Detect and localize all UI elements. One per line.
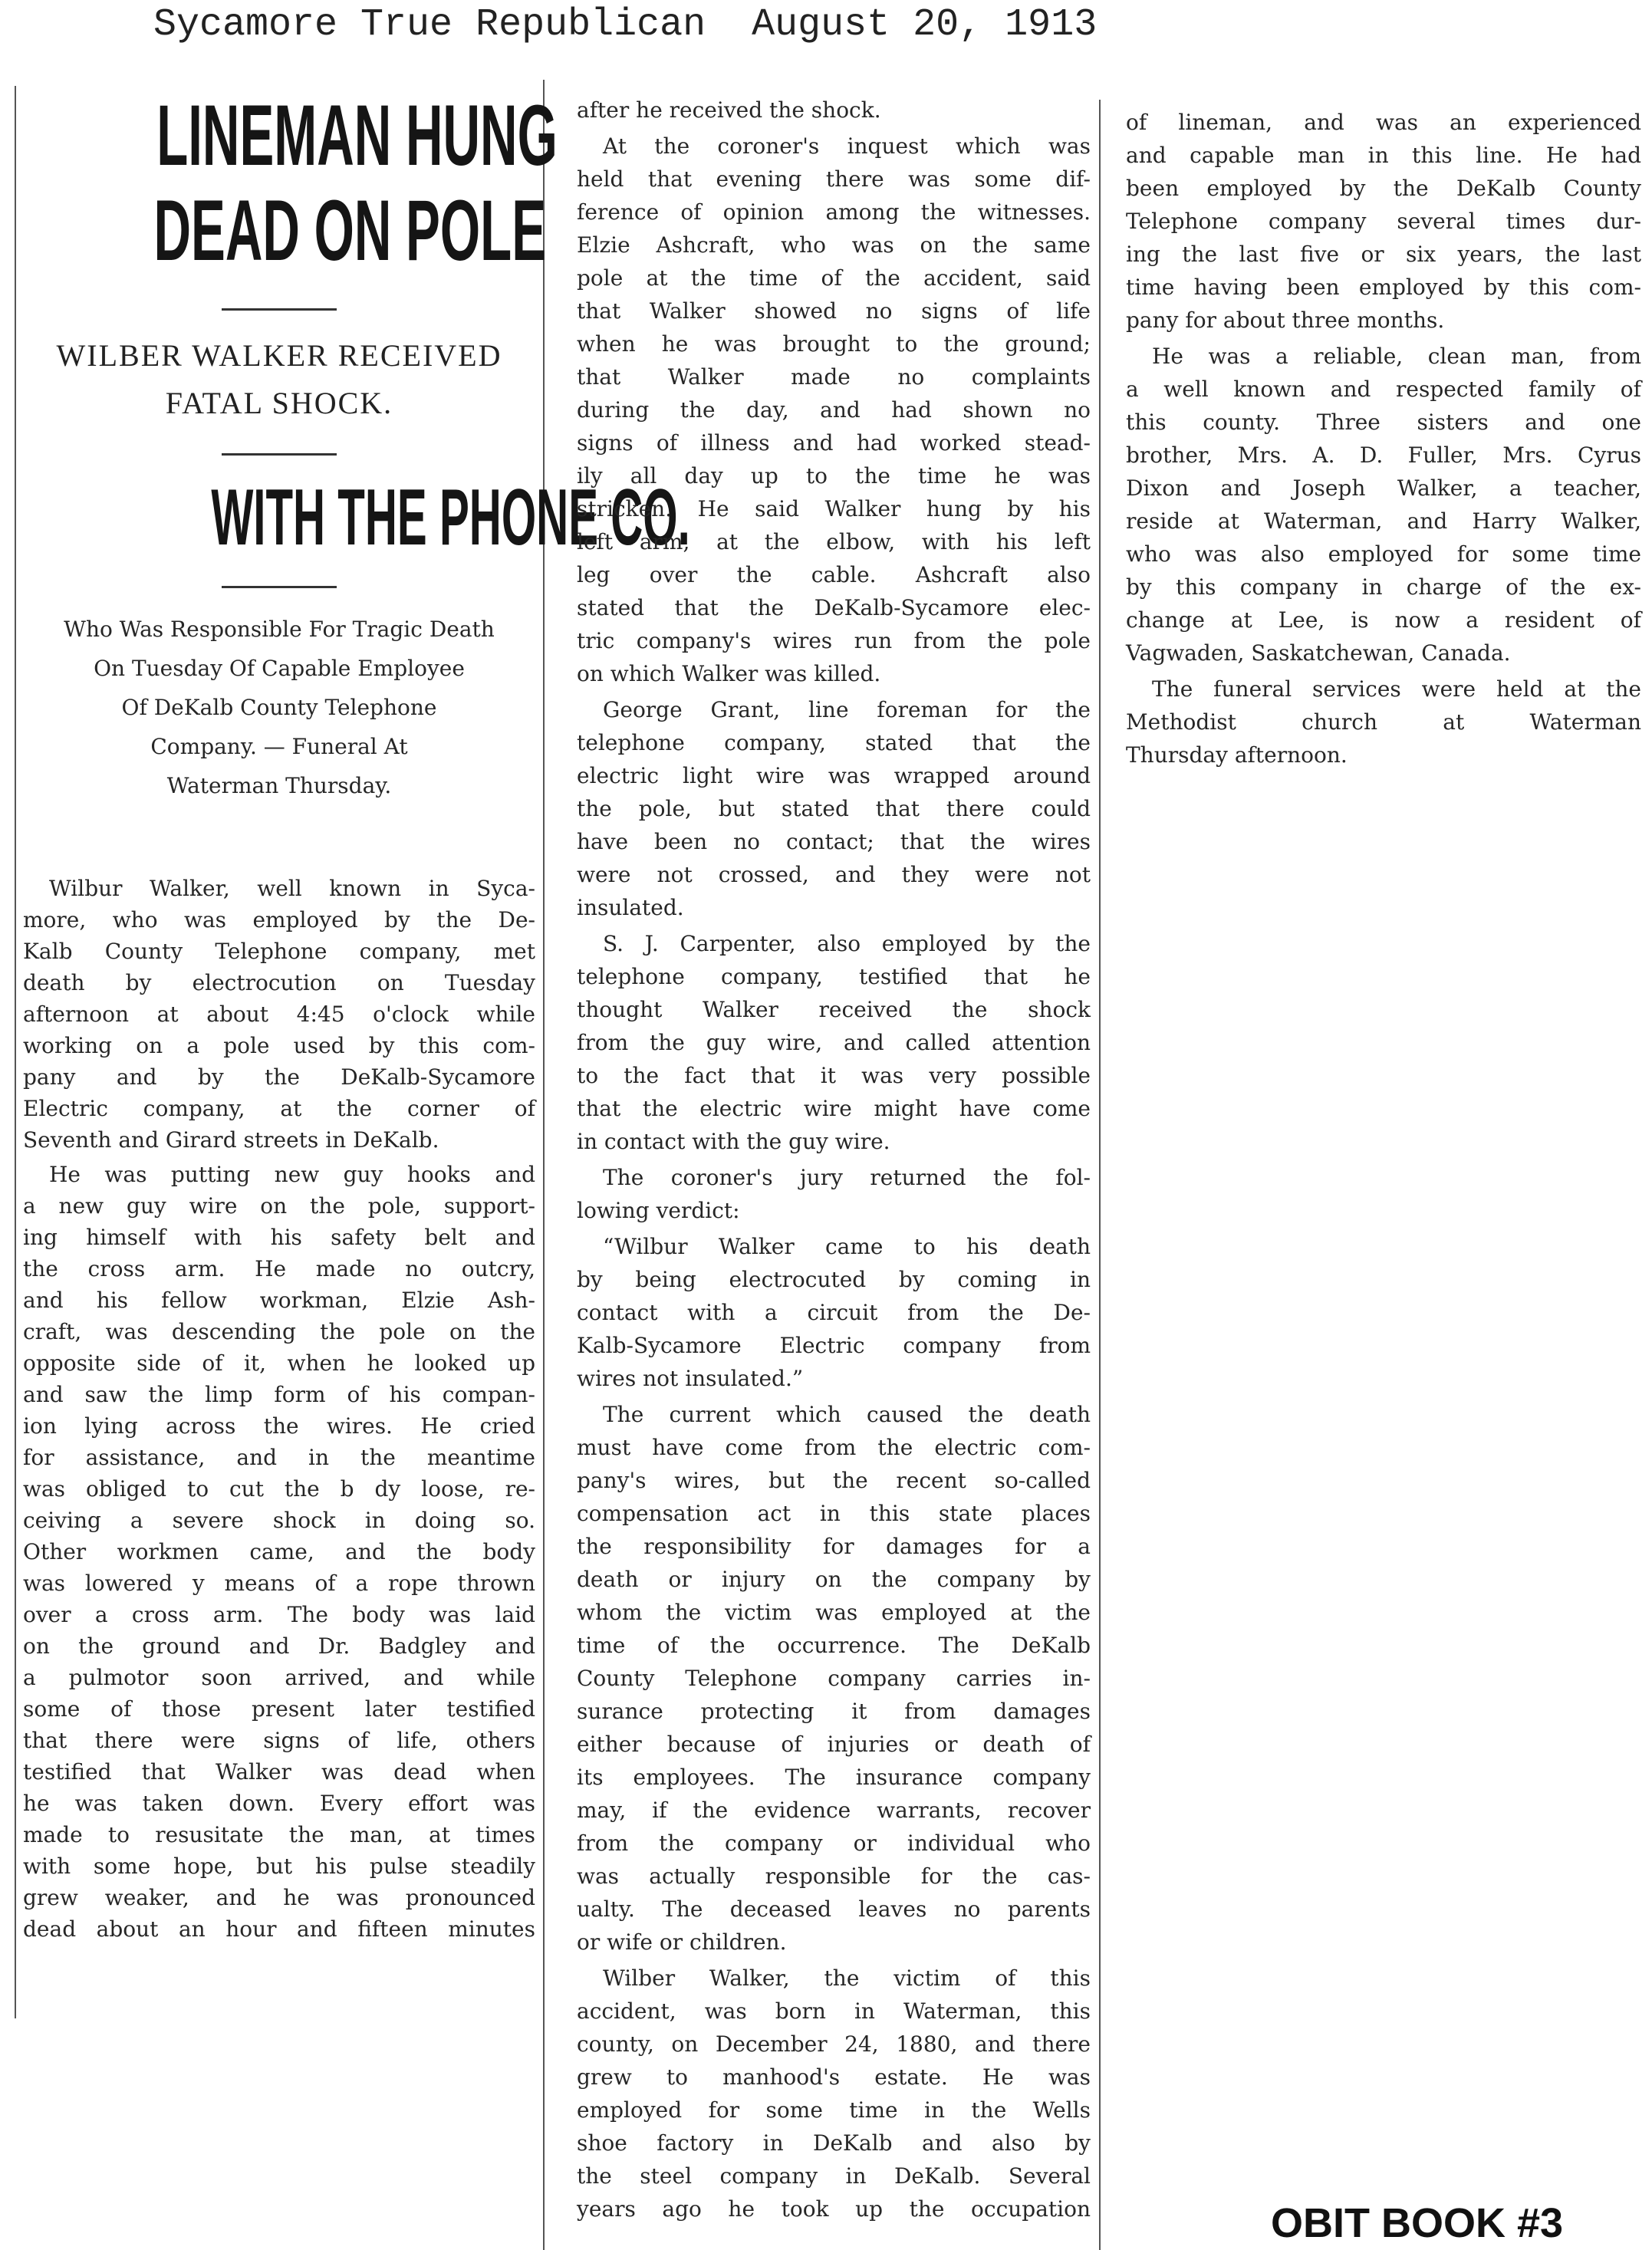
text-line: of lineman, and was an experienced bbox=[1126, 110, 1641, 135]
text-line: At the coroner's inquest which was bbox=[603, 133, 1091, 159]
text-line: either because of injuries or death of bbox=[577, 1732, 1091, 1757]
deck-line: Company. — Funeral At bbox=[150, 734, 408, 759]
obit-book-annotation: OBIT BOOK #3 bbox=[1271, 2200, 1564, 2246]
text-line: grew weaker, and he was pronounced bbox=[23, 1885, 535, 1910]
paragraph bbox=[1126, 106, 1641, 337]
text-line: from the company or individual who bbox=[577, 1831, 1091, 1856]
text-line: He was putting new guy hooks and bbox=[49, 1162, 535, 1187]
text-line: Vagwaden, Saskatchewan, Canada. bbox=[1126, 640, 1511, 666]
text-line: dead about an hour and fifteen minutes bbox=[23, 1916, 535, 1942]
text-line: Thursday afternoon. bbox=[1126, 742, 1348, 768]
text-line: thought Walker received the shock bbox=[577, 997, 1091, 1022]
subheadline-line-1: WILBER WALKER RECEIVED bbox=[56, 338, 502, 373]
text-line: that Walker made no complaints bbox=[577, 364, 1091, 390]
text-line: surance protecting it from damages bbox=[577, 1699, 1091, 1724]
paragraph bbox=[577, 1230, 1091, 1395]
text-line: ualty. The deceased leaves no parents bbox=[577, 1896, 1091, 1922]
rule bbox=[222, 586, 337, 588]
text-line: more, who was employed by the De- bbox=[23, 907, 535, 933]
text-line: tric company's wires run from the pole bbox=[577, 628, 1091, 653]
text-line: that Walker showed no signs of life bbox=[577, 298, 1091, 324]
text-line: who was also employed for some time bbox=[1126, 541, 1641, 567]
text-line: a new guy wire on the pole, support- bbox=[23, 1193, 535, 1219]
text-line: pany for about three months. bbox=[1126, 308, 1445, 333]
article-body bbox=[23, 873, 535, 1945]
text-line: a well known and respected family of bbox=[1126, 377, 1641, 402]
text-line: years ago he took up the occupation bbox=[577, 2196, 1091, 2222]
text-line: on which Walker was killed. bbox=[577, 661, 881, 686]
text-line: in contact with the guy wire. bbox=[577, 1129, 890, 1154]
text-line: must have come from the electric com- bbox=[577, 1435, 1091, 1460]
column-divider-1 bbox=[543, 80, 545, 2250]
text-line: was lowered y means of a rope thrown bbox=[23, 1571, 535, 1596]
text-line: The coroner's jury returned the fol- bbox=[603, 1165, 1091, 1190]
text-line: Kalb-Sycamore Electric company from bbox=[577, 1333, 1091, 1358]
subheadline-line-2: FATAL SHOCK. bbox=[165, 386, 393, 420]
text-line: by this company in charge of the ex- bbox=[1126, 574, 1641, 600]
paragraph bbox=[577, 94, 1091, 127]
text-line: George Grant, line foreman for the bbox=[603, 697, 1091, 722]
text-line: were not crossed, and they were not bbox=[577, 862, 1091, 887]
article-column-3 bbox=[1126, 106, 1641, 775]
text-line: time having been employed by this com- bbox=[1126, 275, 1641, 300]
paragraph bbox=[577, 927, 1091, 1158]
text-line: ing the last five or six years, the last bbox=[1126, 242, 1641, 267]
headline-line-2 bbox=[23, 183, 547, 278]
text-line: when he was brought to the ground; bbox=[577, 331, 1091, 357]
headline-text: DEAD ON POLE bbox=[153, 183, 547, 278]
text-line: Elzie Ashcraft, who was on the same bbox=[577, 232, 1091, 258]
text-line: pany and by the DeKalb-Sycamore bbox=[23, 1064, 535, 1090]
text-line: S. J. Carpenter, also employed by the bbox=[603, 931, 1091, 956]
text-line: pany's wires, but the recent so-called bbox=[577, 1468, 1091, 1493]
text-line: made to resusitate the man, at times bbox=[23, 1822, 535, 1847]
rule bbox=[222, 453, 337, 456]
text-line: “Wilbur Walker came to his death bbox=[603, 1234, 1091, 1259]
text-line: ceiving a severe shock in doing so. bbox=[23, 1508, 535, 1533]
text-line: signs of illness and had worked stead- bbox=[577, 430, 1091, 456]
text-line: from the guy wire, and called attention bbox=[577, 1030, 1091, 1055]
text-line: or wife or children. bbox=[577, 1929, 787, 1955]
masthead: Sycamore True Republican August 20, 1913 bbox=[153, 3, 1097, 47]
text-line: lowing verdict: bbox=[577, 1198, 740, 1223]
text-line: ion lying across the wires. He cried bbox=[23, 1413, 535, 1439]
text-line: death by electrocution on Tuesday bbox=[23, 970, 535, 995]
rule bbox=[222, 308, 337, 311]
text-line: a pulmotor soon arrived, and while bbox=[23, 1665, 535, 1690]
headline-text: LINEMAN HUNG bbox=[156, 87, 558, 183]
text-line: reside at Waterman, and Harry Walker, bbox=[1126, 508, 1641, 534]
text-line: Kalb County Telephone company, met bbox=[23, 939, 535, 964]
text-line: contact with a circuit from the De- bbox=[577, 1300, 1091, 1325]
text-line: its employees. The insurance company bbox=[577, 1765, 1091, 1790]
text-line: Telephone company several times dur- bbox=[1126, 209, 1641, 234]
text-line: pole at the time of the accident, said bbox=[577, 265, 1091, 291]
text-line: The current which caused the death bbox=[603, 1402, 1091, 1427]
text-line: telephone company, testified that he bbox=[577, 964, 1091, 989]
text-line: for assistance, and in the meantime bbox=[23, 1445, 535, 1470]
text-line: some of those present later testified bbox=[23, 1696, 535, 1722]
headline-line-1 bbox=[23, 87, 558, 183]
text-line: by being electrocuted by coming in bbox=[577, 1267, 1091, 1292]
text-line: Seventh and Girard streets in DeKalb. bbox=[23, 1127, 439, 1153]
text-line: change at Lee, is now a resident of bbox=[1126, 607, 1641, 633]
text-line: grew to manhood's estate. He was bbox=[577, 2064, 1091, 2090]
text-line: time of the occurrence. The DeKalb bbox=[577, 1633, 1091, 1658]
text-line: held that evening there was some dif- bbox=[577, 166, 1091, 192]
text-line: the steel company in DeKalb. Several bbox=[577, 2163, 1091, 2189]
text-line: he was taken down. Every effort was bbox=[23, 1791, 535, 1816]
text-line: shoe factory in DeKalb and also by bbox=[577, 2130, 1091, 2156]
paragraph bbox=[1126, 673, 1641, 771]
text-line: ing himself with his safety belt and bbox=[23, 1225, 535, 1250]
text-line: and his fellow workman, Elzie Ash- bbox=[23, 1288, 535, 1313]
text-line: county, on December 24, 1880, and there bbox=[577, 2031, 1091, 2057]
text-line: and saw the limp form of his compan- bbox=[23, 1382, 535, 1407]
text-line: afternoon at about 4:45 o'clock while bbox=[23, 1002, 535, 1027]
text-line: during the day, and had shown no bbox=[577, 397, 1091, 423]
text-line: the pole, but stated that there could bbox=[577, 796, 1091, 821]
text-line: death or injury on the company by bbox=[577, 1567, 1091, 1592]
text-line: over a cross arm. The body was laid bbox=[23, 1602, 535, 1627]
text-line: ference of opinion among the witnesses. bbox=[577, 199, 1091, 225]
text-line: Electric company, at the corner of bbox=[23, 1096, 535, 1121]
paragraph bbox=[23, 873, 535, 1156]
text-line: opposite side of it, when he looked up bbox=[23, 1350, 535, 1376]
text-line: Other workmen came, and the body bbox=[23, 1539, 535, 1564]
text-line: County Telephone company carries in- bbox=[577, 1666, 1091, 1691]
text-line: Wilber Walker, the victim of this bbox=[603, 1965, 1091, 1991]
text-line: to the fact that it was very possible bbox=[577, 1063, 1091, 1088]
text-line: was obliged to cut the b dy loose, re- bbox=[23, 1476, 535, 1502]
text-line: Dixon and Joseph Walker, a teacher, bbox=[1126, 475, 1641, 501]
text-line: leg over the cable. Ashcraft also bbox=[577, 562, 1091, 587]
text-line: Wilbur Walker, well known in Syca- bbox=[49, 876, 535, 901]
text-line: working on a pole used by this com- bbox=[23, 1033, 535, 1058]
text-line: stated that the DeKalb-Sycamore elec- bbox=[577, 595, 1091, 620]
text-line: was actually responsible for the cas- bbox=[577, 1863, 1091, 1889]
paragraph bbox=[577, 1962, 1091, 2225]
text-line: He was a reliable, clean man, from bbox=[1152, 344, 1641, 369]
text-line: that there were signs of life, others bbox=[23, 1728, 535, 1753]
deck-line: On Tuesday Of Capable Employee bbox=[94, 656, 465, 681]
text-line: insulated. bbox=[577, 895, 684, 920]
text-line: after he received the shock. bbox=[577, 97, 881, 123]
text-line: been employed by the DeKalb County bbox=[1126, 176, 1641, 201]
text-line: ily all day up to the time he was bbox=[577, 463, 1091, 488]
text-line: Methodist church at Waterman bbox=[1126, 709, 1641, 735]
text-line: with some hope, but his pulse steadily bbox=[23, 1854, 535, 1879]
paragraph bbox=[577, 1398, 1091, 1959]
paragraph bbox=[1126, 340, 1641, 669]
headline-line-3 bbox=[23, 472, 690, 563]
text-line: craft, was descending the pole on the bbox=[23, 1319, 535, 1344]
text-line: accident, was born in Waterman, this bbox=[577, 1998, 1091, 2024]
column-divider-2 bbox=[1099, 100, 1101, 2250]
text-line: on the ground and Dr. Badgley and bbox=[23, 1633, 535, 1659]
text-line: stricken. He said Walker hung by his bbox=[577, 496, 1091, 521]
article-body bbox=[577, 94, 1091, 2225]
text-line: left arm, at the elbow, with his left bbox=[577, 529, 1091, 554]
text-line: telephone company, stated that the bbox=[577, 730, 1091, 755]
text-line: testified that Walker was dead when bbox=[23, 1759, 535, 1785]
paragraph bbox=[577, 130, 1091, 690]
text-line: the responsibility for damages for a bbox=[577, 1534, 1091, 1559]
paragraph bbox=[577, 693, 1091, 924]
text-line: compensation act in this state places bbox=[577, 1501, 1091, 1526]
text-line: wires not insulated.” bbox=[577, 1366, 804, 1391]
text-line: that the electric wire might have come bbox=[577, 1096, 1091, 1121]
article-column-2 bbox=[577, 94, 1091, 2229]
text-line: this county. Three sisters and one bbox=[1126, 410, 1641, 435]
text-line: electric light wire was wrapped around bbox=[577, 763, 1091, 788]
text-line: brother, Mrs. A. D. Fuller, Mrs. Cyrus bbox=[1126, 442, 1641, 468]
deck bbox=[23, 610, 535, 805]
text-line: may, if the evidence warrants, recover bbox=[577, 1798, 1091, 1823]
text-line: The funeral services were held at the bbox=[1152, 676, 1641, 702]
article-body bbox=[1126, 106, 1641, 771]
deck-line: Waterman Thursday. bbox=[166, 773, 392, 798]
paragraph bbox=[577, 1161, 1091, 1227]
column-border-left bbox=[15, 86, 16, 2018]
text-line: employed for some time in the Wells bbox=[577, 2097, 1091, 2123]
text-line: have been no contact; that the wires bbox=[577, 829, 1091, 854]
headline-text: WITH THE PHONE CO. bbox=[211, 473, 690, 562]
text-line: and capable man in this line. He had bbox=[1126, 143, 1641, 168]
text-line: the cross arm. He made no outcry, bbox=[23, 1256, 535, 1281]
text-line: whom the victim was employed at the bbox=[577, 1600, 1091, 1625]
paragraph bbox=[23, 1159, 535, 1945]
deck-line: Who Was Responsible For Tragic Death bbox=[64, 617, 495, 642]
deck-line: Of DeKalb County Telephone bbox=[121, 695, 437, 720]
